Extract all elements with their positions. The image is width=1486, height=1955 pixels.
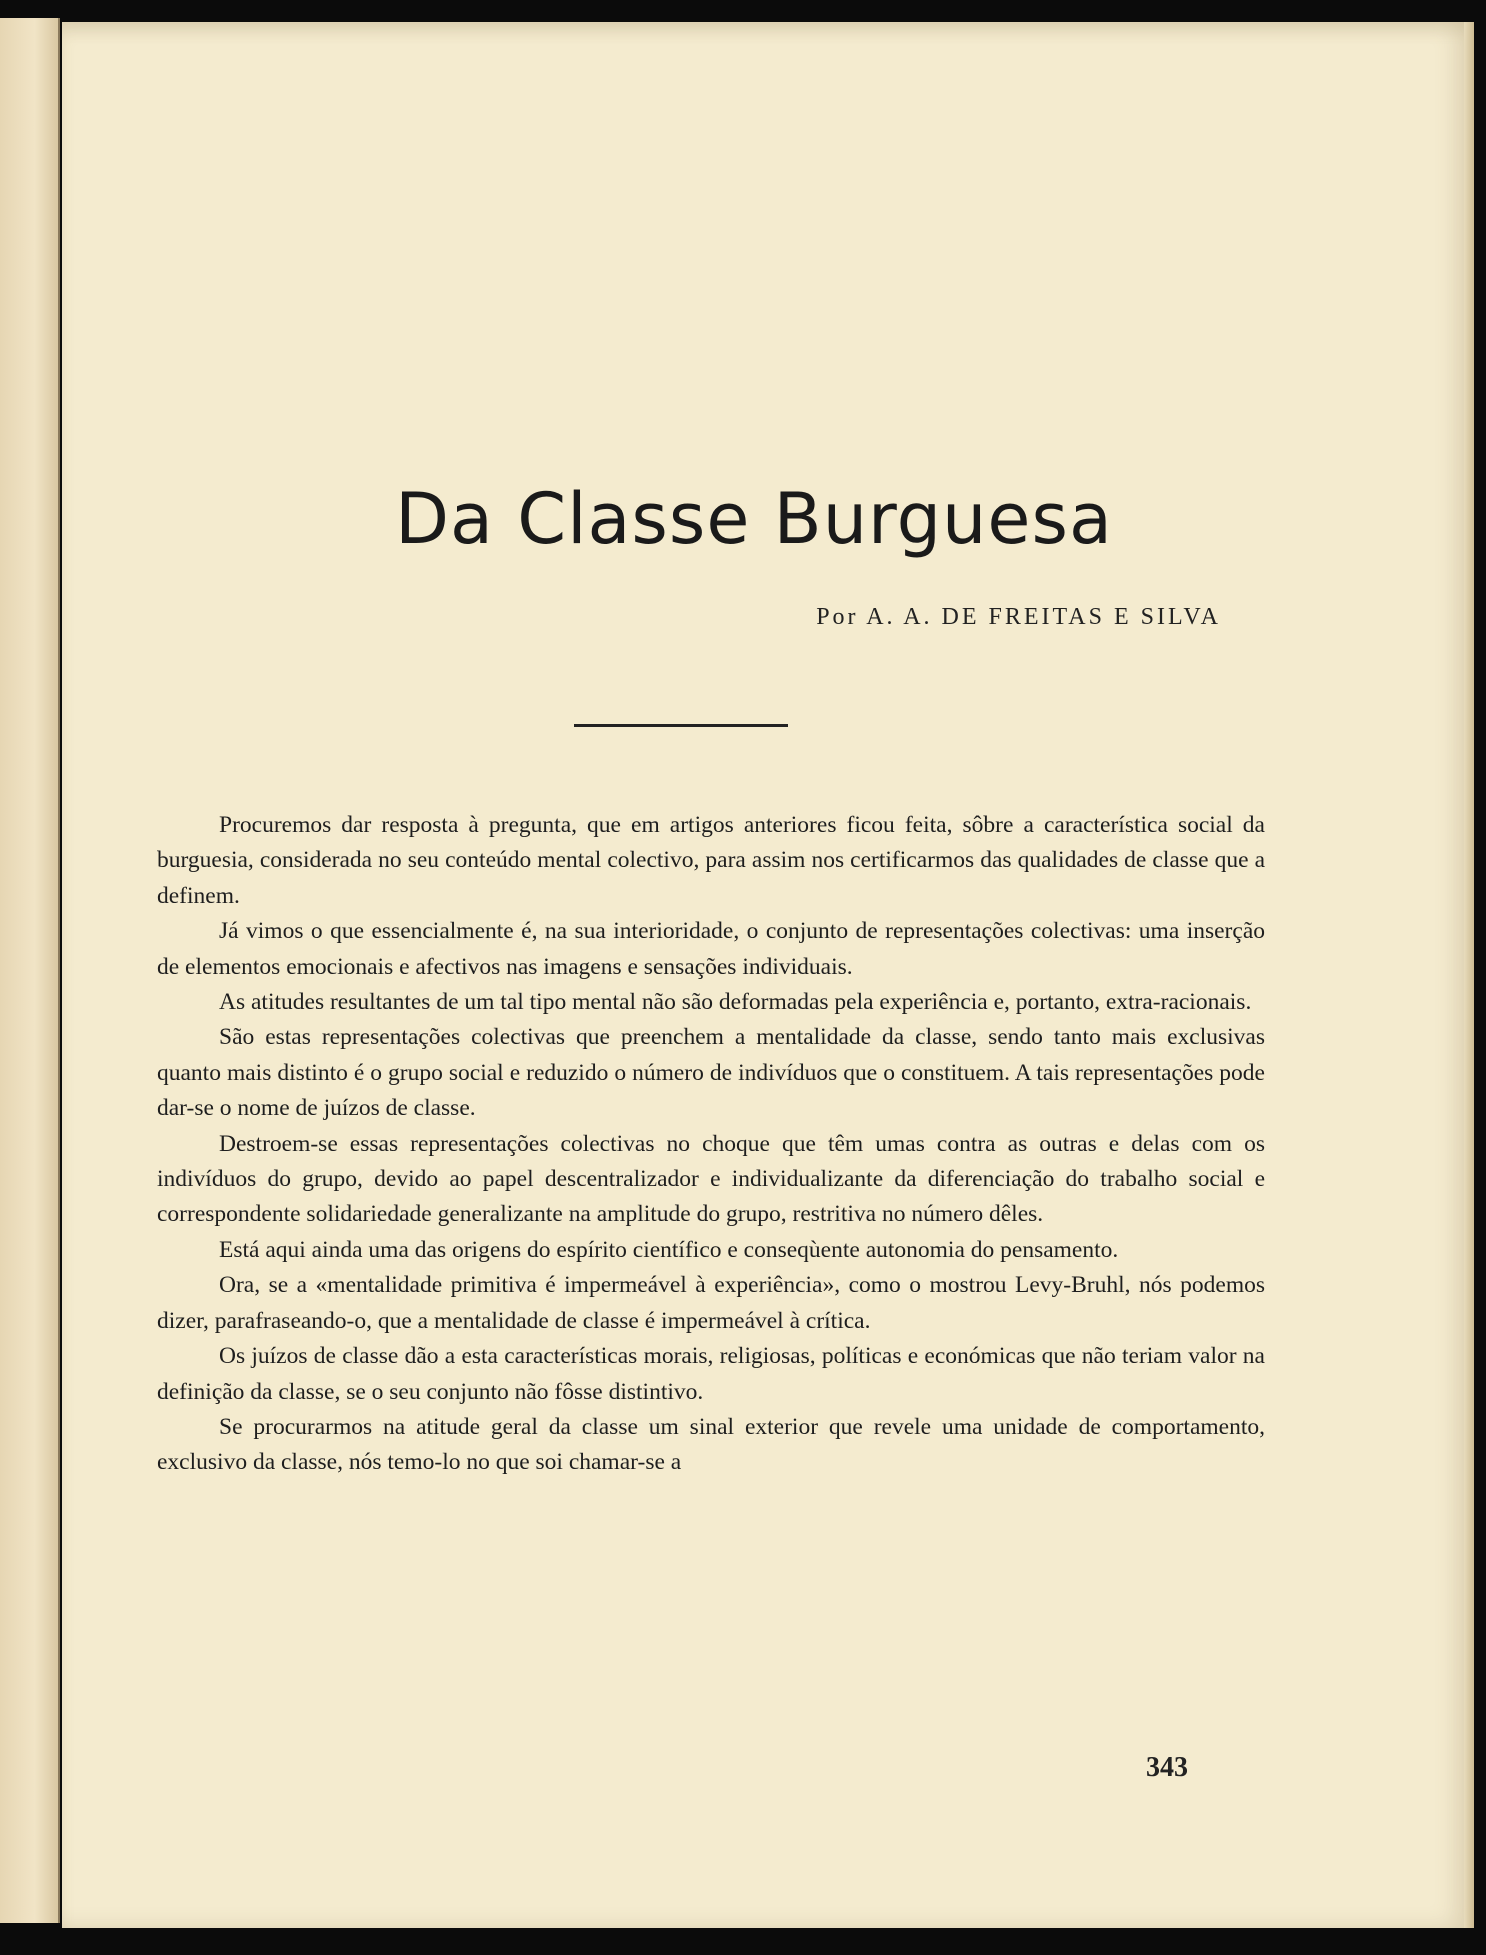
- article-title: Da Classe Burguesa: [395, 478, 1113, 560]
- paragraph: Está aqui ainda uma das origens do espírito científico e conseqùente autonomia do pensamento.: [219, 1236, 1119, 1263]
- paragraph: Se procurarmos na atitude geral da classe um sinal exterior que revele uma unidade de comportamento, exclusivo da classe, nós temo-lo no que soi chamar-se a: [157, 1413, 1265, 1476]
- paragraph: Os juízos de classe dão a esta características morais, religiosas, políticas e económicas que não teriam valor na definição da classe, se o seu conjunto não fôsse distintivo.: [157, 1343, 1265, 1405]
- page-edge-shadow: [1464, 22, 1474, 1928]
- paragraph: Procuremos dar resposta à pregunta, que em artigos anteriores ficou feita, sôbre a característica social da burguesia, considerada no seu conteúdo mental colectivo, para assim nos certificarmos das qualidades de classe que a definem.: [157, 812, 1265, 909]
- title-divider: [574, 724, 788, 727]
- paragraph: Ora, se a «mentalidade primitiva é impermeável à experiência», como o mostrou Levy-Bruhl, nós podemos dizer, parafraseando-o, que a mentalidade de classe é impermeável à crítica.: [157, 1272, 1265, 1334]
- paragraph: São estas representações colectivas que preenchem a mentalidade da classe, sendo tanto mais exclusivas quanto mais distinto é o grupo social e reduzido o número de indivíduos que o constituem. A tais representações pode dar-se o nome de juízos de classe.: [157, 1024, 1265, 1122]
- paragraph: As atitudes resultantes de um tal tipo mental não são deformadas pela experiência e, portanto, extra-racionais.: [219, 989, 1252, 1016]
- paragraph: Já vimos o que essencialmente é, na sua interioridade, o conjunto de representações colectivas: uma inserção de elementos emocionais e afectivos nas imagens e sensações individuais.: [157, 918, 1265, 980]
- author-byline: Por A. A. DE FREITAS E SILVA: [816, 604, 1221, 630]
- article-body: [157, 808, 1265, 1481]
- page-number: 343: [1146, 1752, 1188, 1783]
- paragraph: Destroem-se essas representações colectivas no choque que têm umas contra as outras e delas com os indivíduos do grupo, devido ao papel descentralizador e individualizante da diferenciação do trabalho social e correspondente solidariedade generalizante na amplitude do grupo, restritiva no número dêles.: [157, 1130, 1265, 1228]
- adjacent-page-edge: [0, 18, 60, 1923]
